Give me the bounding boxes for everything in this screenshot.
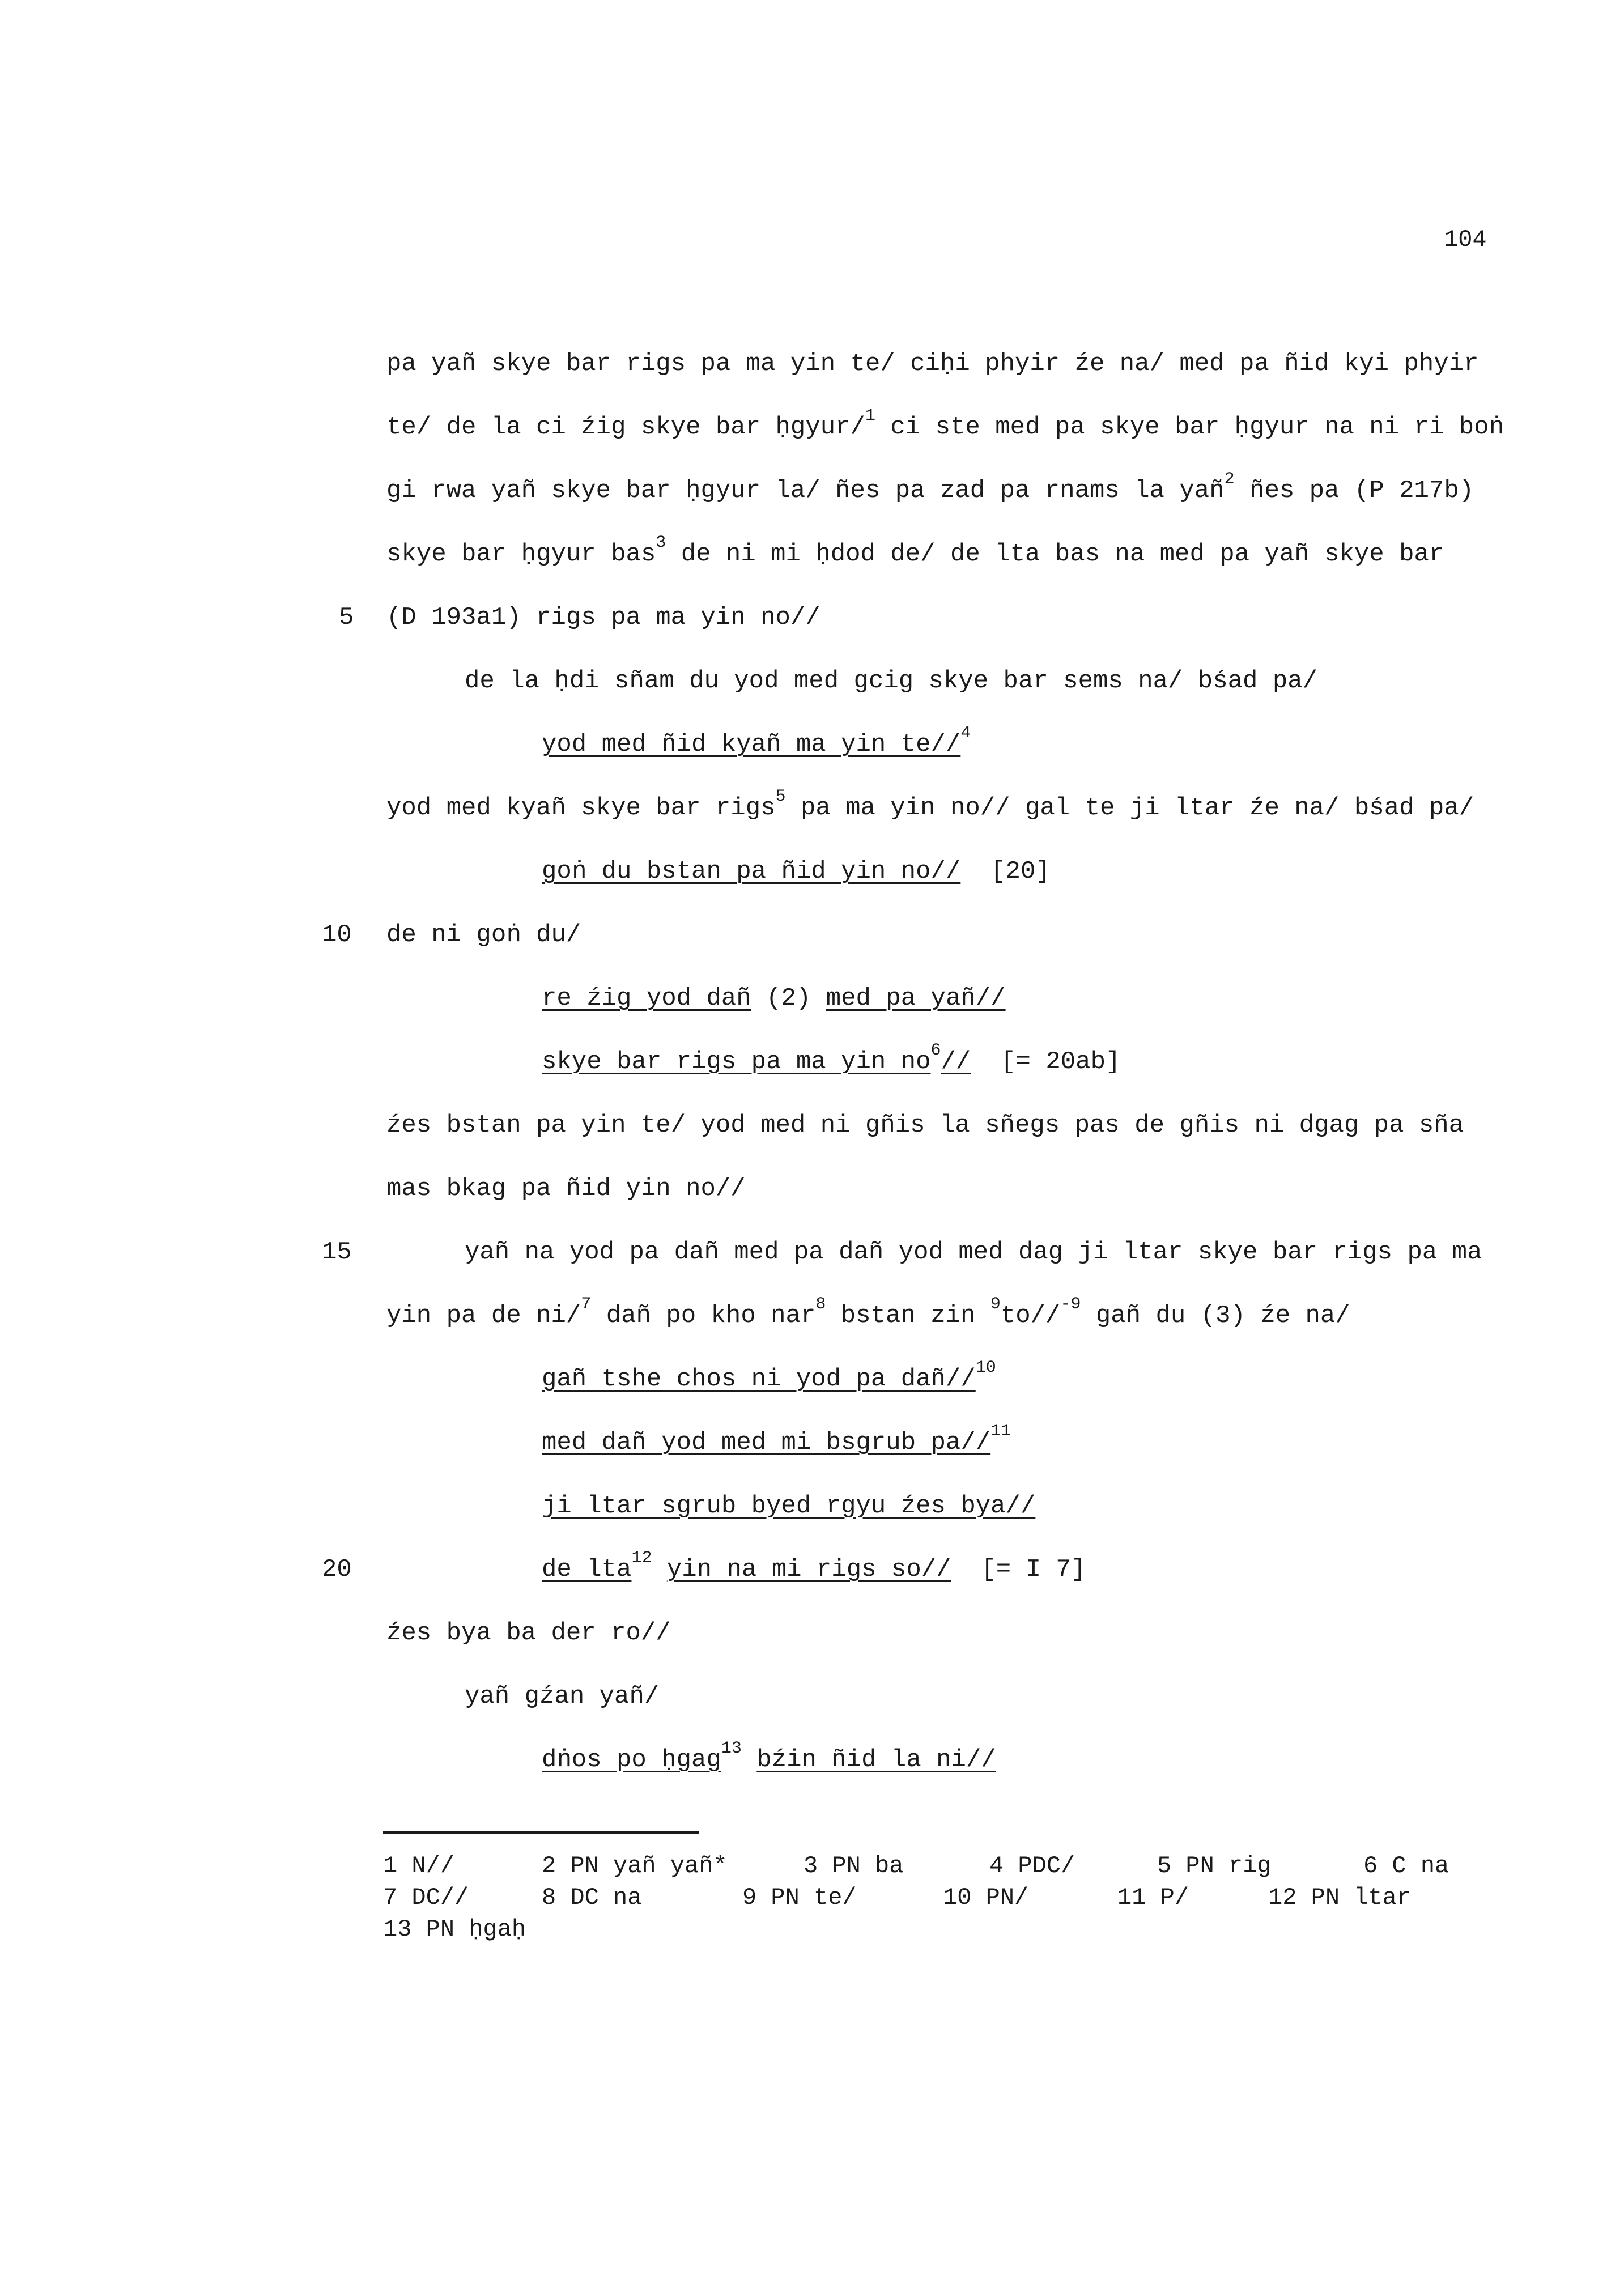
line-text: źes bstan pa yin te/ yod med ni gñis la sñegs pas de gñis ni dgag pa sña [386, 1111, 1464, 1140]
footnote: 9 PN te/ [742, 1884, 857, 1911]
line-text: pa ma yin no// gal te ji ltar źe na/ bśad pa/ [800, 794, 1474, 822]
line-text: (2) [766, 984, 811, 1013]
verse-line [542, 1549, 1086, 1584]
footnote: 6 C na [1363, 1852, 1449, 1880]
footnote-ref: 5 [775, 787, 786, 806]
verse-text: bźin ñid la ni// [756, 1746, 996, 1774]
line-text: de la ḥdi sñam du yod med gcig skye bar sems na/ bśad pa/ [465, 667, 1318, 695]
verse-line [542, 1739, 996, 1774]
verse-reference: [= 20ab] [1001, 1048, 1121, 1076]
text-line-11 [465, 1240, 1482, 1265]
verse-text: // [941, 1048, 971, 1076]
text-line-9 [386, 1113, 1464, 1138]
footnote-ref: 6 [930, 1041, 941, 1060]
line-text: to// [1000, 1302, 1061, 1330]
verse-line [542, 986, 1006, 1011]
line-text: gi rwa yañ skye bar ḥgyur la/ ñes pa zad pa rnams la yañ [386, 477, 1225, 505]
footnote-ref: 4 [960, 724, 971, 743]
footnote-ref: 10 [975, 1358, 996, 1377]
verse-reference: [20] [990, 857, 1051, 886]
footnote: 5 PN rig [1157, 1852, 1272, 1880]
verse-line [542, 859, 1051, 884]
verse-text: gañ tshe chos ni yod pa dañ// [542, 1365, 976, 1393]
line-text: pa yañ skye bar rigs pa ma yin te/ ciḥi phyir źe na/ med pa ñid kyi phyir [386, 350, 1479, 378]
footnote-ref: 3 [656, 533, 666, 552]
footnote: 13 PN ḥgaḥ [383, 1916, 526, 1943]
page-number: 104 [1444, 226, 1487, 253]
verse-text: skye bar rigs pa ma yin no [542, 1048, 931, 1076]
text-line-3 [386, 470, 1474, 505]
footnote: 11 P/ [1117, 1884, 1189, 1911]
footnote: 1 N// [383, 1852, 455, 1880]
footnote: 8 DC na [542, 1884, 642, 1911]
line-text: de ni mi ḥdod de/ de lta bas na med pa yañ skye bar [681, 540, 1444, 568]
text-line-13 [386, 1621, 671, 1646]
verse-text: goṅ du bstan pa ñid yin no// [542, 857, 961, 886]
line-text: te/ de la ci źig skye bar ḥgyur/ [386, 413, 865, 441]
line-text: yin pa de ni/ [386, 1302, 581, 1330]
line-text: de ni goṅ du/ [386, 921, 581, 949]
verse-reference: [= I 7] [981, 1555, 1086, 1584]
line-text: źes bya ba der ro// [386, 1619, 671, 1647]
line-number: 10 [322, 921, 352, 949]
line-text: yañ gźan yañ/ [465, 1682, 660, 1711]
verse-text: yod med ñid kyañ ma yin te// [542, 730, 961, 759]
verse-line [542, 1358, 996, 1393]
verse-line [542, 1041, 1121, 1076]
footnote: 12 PN ltar [1268, 1884, 1412, 1911]
text-line-14 [465, 1684, 659, 1709]
line-text: ñes pa (P 217b) [1249, 477, 1474, 505]
footnote-ref: 2 [1224, 470, 1235, 489]
footnote: 10 PN/ [943, 1884, 1029, 1911]
text-line-10 [386, 1176, 746, 1201]
footnote: 2 PN yañ yañ* [542, 1852, 728, 1880]
verse-text: dṅos po ḥgag [542, 1746, 721, 1774]
text-line-2 [386, 406, 1504, 441]
footnote-ref: 12 [631, 1549, 652, 1568]
footnote-ref: 11 [990, 1422, 1011, 1441]
line-text: yañ na yod pa dañ med pa dañ yod med dag ji ltar skye bar rigs pa ma [465, 1238, 1482, 1266]
line-text: skye bar ḥgyur bas [386, 540, 656, 568]
footnote-ref: 7 [581, 1295, 592, 1314]
footnote: 3 PN ba [804, 1852, 904, 1880]
verse-text: de lta [542, 1555, 632, 1584]
line-text: mas bkag pa ñid yin no// [386, 1175, 746, 1203]
verse-line [542, 1422, 1011, 1457]
line-text: bstan zin [840, 1302, 976, 1330]
verse-line [542, 724, 971, 759]
footnote-ref: 9 [990, 1295, 1001, 1314]
line-number: 5 [339, 603, 354, 632]
text-line-12 [386, 1295, 1350, 1330]
line-text: gañ du (3) źe na/ [1095, 1302, 1350, 1330]
footnote-ref: 1 [865, 406, 875, 426]
footnote-separator [383, 1831, 699, 1834]
verse-text: ji ltar sgrub byed rgyu źes bya// [542, 1492, 1036, 1520]
line-text: (D 193a1) rigs pa ma yin no// [386, 603, 820, 632]
text-line-7 [386, 787, 1474, 822]
footnote: 4 PDC/ [989, 1852, 1075, 1880]
verse-text: med dañ yod med mi bsgrub pa// [542, 1428, 991, 1457]
text-line-6 [465, 669, 1317, 694]
line-text: yod med kyañ skye bar rigs [386, 794, 776, 822]
text-line-8 [386, 922, 581, 947]
verse-text: med pa yañ// [826, 984, 1006, 1013]
verse-text: re źig yod dañ [542, 984, 751, 1013]
line-text: ci ste med pa skye bar ḥgyur na ni ri boṅ [890, 413, 1504, 441]
line-text: dañ po kho nar [606, 1302, 816, 1330]
text-line-1 [386, 351, 1479, 376]
line-number: 20 [322, 1555, 352, 1584]
footnote: 7 DC// [383, 1884, 469, 1911]
line-number: 15 [322, 1238, 352, 1266]
verse-line [542, 1494, 1035, 1519]
verse-text: yin na mi rigs so// [666, 1555, 951, 1584]
text-line-4 [386, 533, 1444, 568]
footnote-ref: 8 [815, 1295, 826, 1314]
text-line-5 [386, 605, 820, 630]
footnote-ref: 13 [721, 1739, 742, 1758]
footnote-ref: -9 [1060, 1295, 1081, 1314]
